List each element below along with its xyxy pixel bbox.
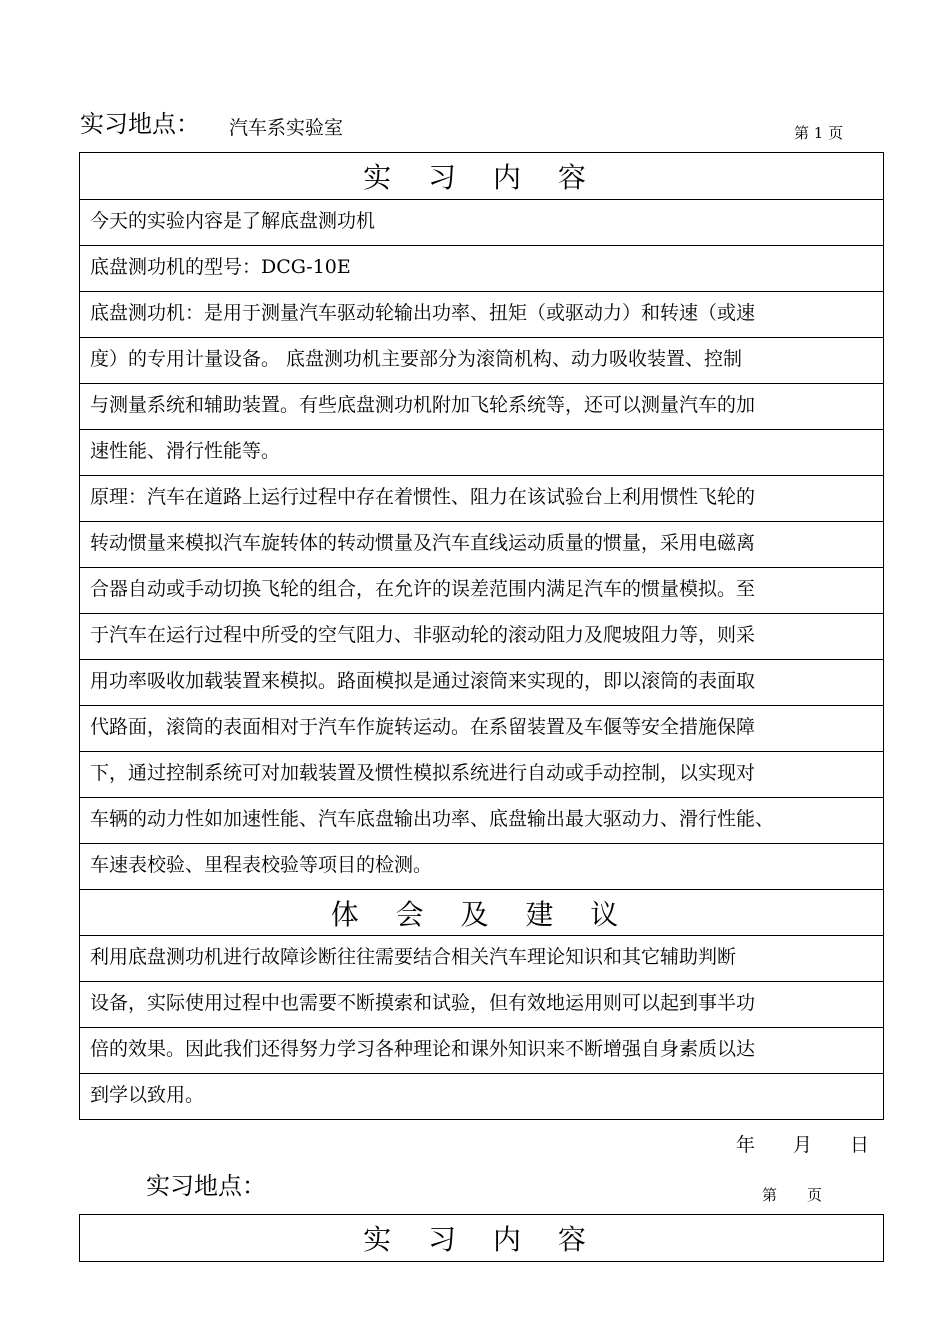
content-line: 原理：汽车在道路上运行过程中存在着惯性、阻力在该试验台上利用惯性飞轮的 xyxy=(80,475,883,521)
content-line: 底盘测功机的型号：DCG-10E xyxy=(80,245,883,291)
content-line: 车辆的动力性如加速性能、汽车底盘输出功率、底盘输出最大驱动力、滑行性能、 xyxy=(80,797,883,843)
reflection-line: 利用底盘测功机进行故障诊断往往需要结合相关汽车理论知识和其它辅助判断 xyxy=(80,935,883,981)
content-line: 车速表校验、里程表校验等项目的检测。 xyxy=(80,843,883,889)
reflection-line: 设备，实际使用过程中也需要不断摸索和试验，但有效地运用则可以起到事半功 xyxy=(80,981,883,1027)
section-title-content-page2: 实 习 内 容 xyxy=(363,1223,600,1256)
content-line: 于汽车在运行过程中所受的空气阻力、非驱动轮的滚动阻力及爬坡阻力等，则采 xyxy=(80,613,883,659)
content-line: 转动惯量来模拟汽车旋转体的转动惯量及汽车直线运动质量的惯量，采用电磁离 xyxy=(80,521,883,567)
internship-table xyxy=(79,152,884,1120)
content-line: 今天的实验内容是了解底盘测功机 xyxy=(80,199,883,245)
reflection-line: 到学以致用。 xyxy=(80,1073,883,1119)
page-number: 第 1 页 xyxy=(794,124,844,142)
section-title-reflection: 体 会 及 建 议 xyxy=(80,889,883,935)
page-number-page2: 第 页 xyxy=(762,1186,823,1204)
content-line: 速性能、滑行性能等。 xyxy=(80,429,883,475)
content-line: 合器自动或手动切换飞轮的组合，在允许的误差范围内满足汽车的惯量模拟。至 xyxy=(80,567,883,613)
content-line: 度）的专用计量设备。 底盘测功机主要部分为滚筒机构、动力吸收装置、控制 xyxy=(80,337,883,383)
location-value: 汽车系实验室 xyxy=(229,117,344,139)
section-title-content: 实 习 内 容 xyxy=(363,161,600,194)
reflection-line: 倍的效果。因此我们还得努力学习各种理论和课外知识来不断增强自身素质以达 xyxy=(80,1027,883,1073)
location-label-page2: 实习地点： xyxy=(146,1172,266,1200)
content-line: 代路面，滚筒的表面相对于汽车作旋转运动。在系留装置及车偃等安全措施保障 xyxy=(80,705,883,751)
content-line: 与测量系统和辅助装置。有些底盘测功机附加飞轮系统等，还可以测量汽车的加 xyxy=(80,383,883,429)
content-line: 下，通过控制系统可对加载装置及惯性模拟系统进行自动或手动控制，以实现对 xyxy=(80,751,883,797)
content-line: 用功率吸收加载装置来模拟。路面模拟是通过滚筒来实现的，即以滚筒的表面取 xyxy=(80,659,883,705)
internship-table-page2 xyxy=(79,1214,884,1262)
date-line: 年 月 日 xyxy=(736,1134,870,1156)
content-line: 底盘测功机：是用于测量汽车驱动轮输出功率、扭矩（或驱动力）和转速（或速 xyxy=(80,291,883,337)
location-label: 实习地点： xyxy=(80,110,200,138)
